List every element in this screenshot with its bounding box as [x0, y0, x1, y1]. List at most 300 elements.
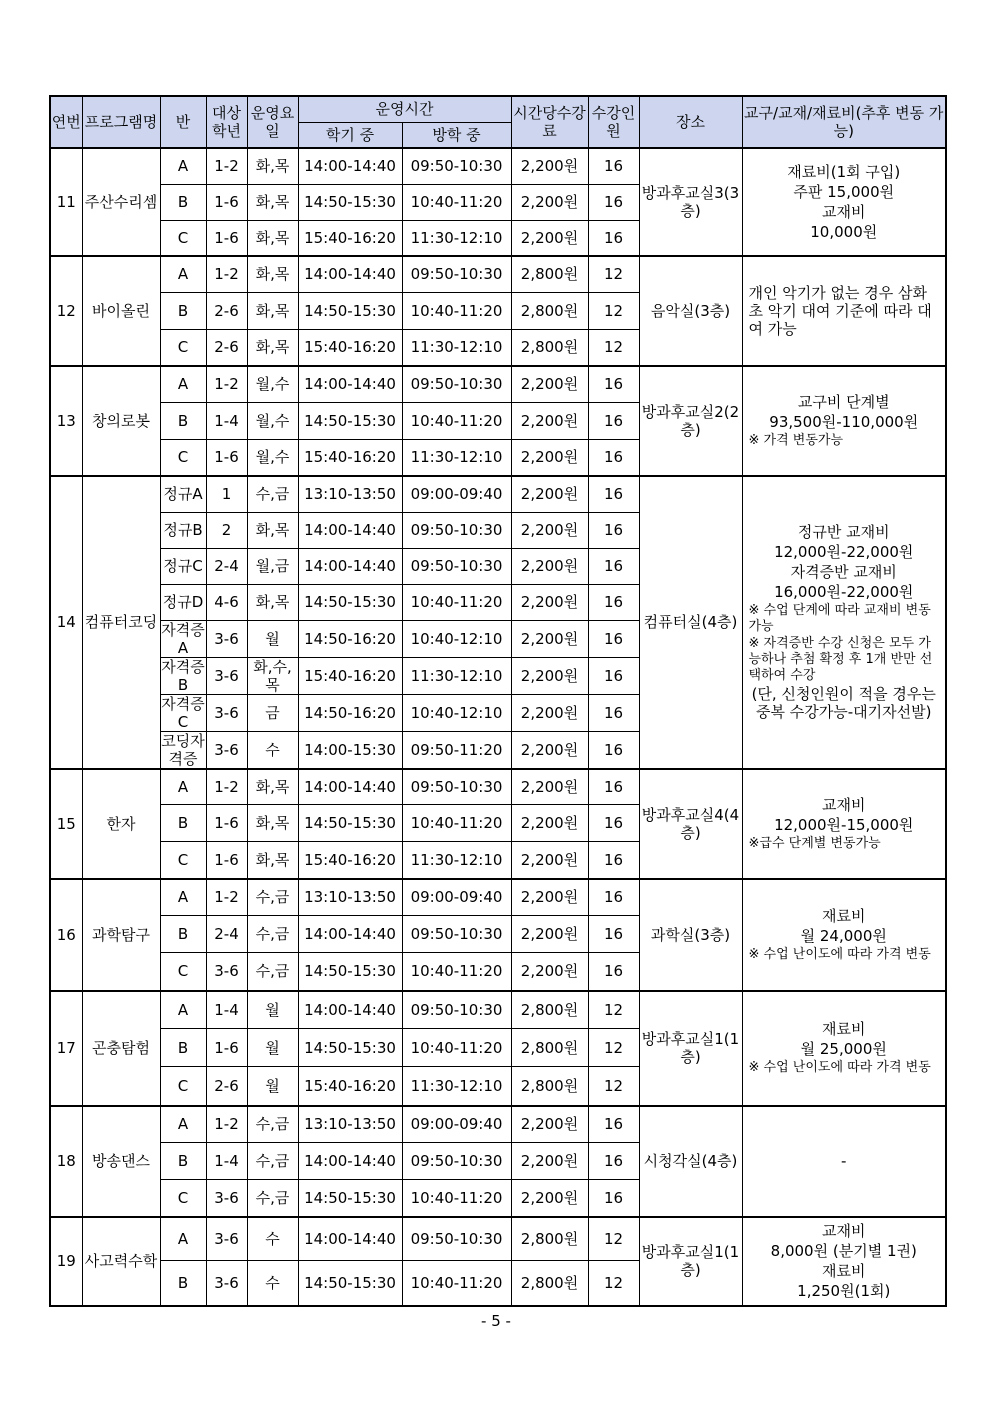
days-cell: 월,수 [247, 402, 298, 439]
capacity-cell: 16 [588, 769, 639, 805]
fee-cell: 2,200원 [511, 731, 588, 769]
vacation-time-cell: 09:50-10:30 [402, 916, 511, 953]
grade-cell: 3-6 [206, 953, 247, 991]
vacation-time-cell: 09:50-10:30 [402, 1217, 511, 1261]
header-vacation: 방학 중 [402, 122, 511, 148]
fee-cell: 2,800원 [511, 256, 588, 292]
table-header [50, 96, 946, 148]
grade-cell: 1-4 [206, 991, 247, 1029]
days-cell: 수,금 [247, 476, 298, 512]
materials-note-line: (단, 신청인원이 적을 경우는 중복 수강가능-대기자선발) [751, 685, 936, 722]
grade-cell: 1-6 [206, 184, 247, 220]
days-cell: 화,목 [247, 584, 298, 620]
class-cell: A [160, 1106, 206, 1143]
semester-time-cell: 14:00-15:30 [298, 731, 402, 769]
days-cell: 화,수,목 [247, 657, 298, 694]
grade-cell: 3-6 [206, 694, 247, 731]
capacity-cell: 16 [588, 620, 639, 657]
semester-time-cell: 14:00-14:40 [298, 1217, 402, 1261]
semester-time-cell: 14:00-14:40 [298, 991, 402, 1029]
semester-time-cell: 14:00-14:40 [298, 256, 402, 292]
vacation-time-cell: 11:30-12:10 [402, 842, 511, 879]
semester-time-cell: 14:50-15:30 [298, 292, 402, 329]
class-cell: 정규C [160, 548, 206, 584]
grade-cell: 3-6 [206, 1217, 247, 1261]
grade-cell: 1-4 [206, 1143, 247, 1180]
header-fee: 시간당수강료 [511, 96, 588, 148]
table-row [50, 148, 946, 184]
semester-time-cell: 14:50-15:30 [298, 184, 402, 220]
grade-cell: 1-2 [206, 879, 247, 916]
fee-cell: 2,800원 [511, 991, 588, 1029]
class-cell: B [160, 402, 206, 439]
program-name: 곤충탐험 [82, 991, 160, 1106]
days-cell: 화,목 [247, 256, 298, 292]
materials-note-line: 월 25,000원 [800, 1040, 887, 1059]
days-cell: 월,수 [247, 366, 298, 402]
fee-cell: 2,800원 [511, 292, 588, 329]
vacation-time-cell: 10:40-11:20 [402, 292, 511, 329]
class-cell: B [160, 1143, 206, 1180]
fee-cell: 2,200원 [511, 620, 588, 657]
materials-note-line: ※급수 단계별 변동가능 [748, 835, 881, 851]
materials-cell [742, 1217, 946, 1306]
class-cell: B [160, 1029, 206, 1067]
class-cell: 정규B [160, 512, 206, 548]
capacity-cell: 12 [588, 256, 639, 292]
class-cell: A [160, 256, 206, 292]
grade-cell: 1-2 [206, 366, 247, 402]
semester-time-cell: 14:50-15:30 [298, 953, 402, 991]
materials-note-line: 12,000원-22,000원 [774, 543, 914, 562]
class-cell: 자격증C [161, 694, 205, 731]
class-cell: C [160, 1180, 206, 1217]
semester-time-cell: 15:40-16:20 [298, 1067, 402, 1106]
table-row [50, 476, 946, 512]
materials-cell [742, 991, 946, 1106]
vacation-time-cell: 09:50-11:20 [402, 731, 511, 769]
program-name: 방송댄스 [82, 1106, 160, 1217]
semester-time-cell: 14:50-16:20 [298, 694, 402, 731]
vacation-time-cell: 10:40-11:20 [402, 1180, 511, 1217]
semester-time-cell: 14:00-14:40 [298, 1143, 402, 1180]
header-place: 장소 [639, 96, 742, 148]
fee-cell: 2,800원 [511, 1261, 588, 1306]
class-cell: B [160, 292, 206, 329]
grade-cell: 1-6 [206, 805, 247, 842]
semester-time-cell: 15:40-16:20 [298, 657, 402, 694]
days-cell: 화,목 [247, 220, 298, 256]
page-number: - 5 - [481, 1312, 511, 1330]
place-cell: 방과후교실1(1층) [639, 1217, 742, 1306]
capacity-cell: 16 [588, 548, 639, 584]
materials-note-line: 1,250원(1회) [797, 1282, 891, 1300]
days-cell: 수,금 [247, 1106, 298, 1143]
grade-cell: 1-2 [206, 1106, 247, 1143]
fee-cell: 2,200원 [511, 916, 588, 953]
fee-cell: 2,200원 [511, 657, 588, 694]
table-row [50, 879, 946, 916]
capacity-cell: 16 [588, 584, 639, 620]
capacity-cell: 16 [588, 1143, 639, 1180]
materials-note-line: 10,000원 [810, 223, 878, 241]
semester-time-cell: 15:40-16:20 [298, 220, 402, 256]
header-no: 연번 [50, 96, 82, 148]
materials-note-line: 16,000원-22,000원 [774, 583, 914, 602]
fee-cell: 2,200원 [511, 366, 588, 402]
program-number: 19 [50, 1217, 82, 1306]
days-cell: 화,목 [247, 148, 298, 184]
capacity-cell: 12 [588, 1067, 639, 1106]
vacation-time-cell: 09:50-10:30 [402, 148, 511, 184]
semester-time-cell: 14:50-15:30 [298, 1029, 402, 1067]
semester-time-cell: 13:10-13:50 [298, 879, 402, 916]
class-cell: A [160, 991, 206, 1029]
class-cell: 자격증B [161, 657, 205, 694]
semester-time-cell: 14:00-14:40 [298, 366, 402, 402]
grade-cell: 1-4 [206, 402, 247, 439]
class-cell: C [160, 329, 206, 366]
materials-note-line: ※ 수업 난이도에 따라 가격 변동 [748, 1060, 931, 1076]
class-cell: 코딩자격증 [161, 731, 205, 768]
table-row [50, 1217, 946, 1261]
capacity-cell: 16 [588, 805, 639, 842]
capacity-cell: 12 [588, 1217, 639, 1261]
vacation-time-cell: 11:30-12:10 [402, 220, 511, 256]
grade-cell: 2-6 [206, 1067, 247, 1106]
program-name: 과학탐구 [82, 879, 160, 991]
class-cell: A [160, 879, 206, 916]
place-cell: 시청각실(4층) [639, 1106, 742, 1217]
capacity-cell: 16 [588, 148, 639, 184]
fee-cell: 2,200원 [511, 184, 588, 220]
fee-cell: 2,800원 [511, 1217, 588, 1261]
vacation-time-cell: 10:40-11:20 [402, 1029, 511, 1067]
capacity-cell: 16 [588, 694, 639, 731]
grade-cell: 1-2 [206, 256, 247, 292]
capacity-cell: 16 [588, 657, 639, 694]
materials-note-line: ※ 자격증반 수강 신청은 모두 가능하나 추첨 확정 후 1개 반만 선택하여 수강 [748, 636, 933, 683]
capacity-cell: 16 [588, 879, 639, 916]
semester-time-cell: 13:10-13:50 [298, 1106, 402, 1143]
header-time: 운영시간 [298, 96, 511, 122]
program-name: 바이올린 [82, 256, 160, 366]
class-cell: B [160, 184, 206, 220]
fee-cell: 2,200원 [511, 842, 588, 879]
class-cell: B [160, 1261, 206, 1306]
materials-note-line: 개인 악기가 없는 경우 삼화초 악기 대여 기준에 따라 대여 가능 [748, 284, 932, 338]
grade-cell: 2-4 [206, 548, 247, 584]
materials-note-line: 12,000원-15,000원 [774, 815, 914, 834]
capacity-cell: 16 [588, 402, 639, 439]
semester-time-cell: 14:00-14:40 [298, 512, 402, 548]
vacation-time-cell: 09:00-09:40 [402, 476, 511, 512]
header-program: 프로그램명 [82, 96, 160, 148]
fee-cell: 2,800원 [511, 1067, 588, 1106]
semester-time-cell: 15:40-16:20 [298, 842, 402, 879]
class-cell: C [160, 953, 206, 991]
fee-cell: 2,200원 [511, 548, 588, 584]
program-name: 사고력수학 [82, 1217, 160, 1306]
fee-cell: 2,200원 [511, 769, 588, 805]
days-cell: 수,금 [247, 1180, 298, 1217]
header-materials: 교구/교재/재료비(추후 변동 가능) [742, 96, 946, 148]
semester-time-cell: 15:40-16:20 [298, 439, 402, 476]
materials-note-line: 재료비(1회 구입) [787, 163, 901, 181]
semester-time-cell: 14:50-15:30 [298, 584, 402, 620]
grade-cell: 1 [206, 476, 247, 512]
days-cell: 월,수 [247, 439, 298, 476]
fee-cell: 2,200원 [511, 879, 588, 916]
materials-cell [742, 476, 946, 769]
header-class: 반 [160, 96, 206, 148]
class-cell: C [160, 439, 206, 476]
place-cell: 과학실(3층) [639, 879, 742, 991]
table-row [50, 991, 946, 1029]
fee-cell: 2,200원 [511, 220, 588, 256]
capacity-cell: 16 [588, 220, 639, 256]
vacation-time-cell: 11:30-12:10 [402, 1067, 511, 1106]
program-number: 13 [50, 366, 82, 476]
days-cell: 월,금 [247, 548, 298, 584]
vacation-time-cell: 10:40-12:10 [402, 694, 511, 731]
place-cell: 컴퓨터실(4층) [639, 476, 742, 769]
class-cell: C [160, 842, 206, 879]
vacation-time-cell: 11:30-12:10 [402, 439, 511, 476]
capacity-cell: 16 [588, 1180, 639, 1217]
table-row [50, 256, 946, 292]
capacity-cell: 16 [588, 512, 639, 548]
materials-note-line: ※ 가격 변동가능 [748, 433, 844, 449]
days-cell: 수,금 [247, 916, 298, 953]
class-cell: C [160, 1067, 206, 1106]
semester-time-cell: 13:10-13:50 [298, 476, 402, 512]
program-number: 15 [50, 769, 82, 879]
vacation-time-cell: 10:40-11:20 [402, 184, 511, 220]
vacation-time-cell: 09:50-10:30 [402, 256, 511, 292]
fee-cell: 2,800원 [511, 329, 588, 366]
materials-note-line: 재료비 [822, 1020, 866, 1039]
days-cell: 화,목 [247, 329, 298, 366]
place-cell: 음악실(3층) [639, 256, 742, 366]
materials-note-line: 정규반 교재비 [797, 523, 890, 542]
grade-cell: 1-6 [206, 842, 247, 879]
place-cell: 방과후교실4(4층) [639, 769, 742, 879]
grade-cell: 3-6 [206, 620, 247, 657]
materials-cell [742, 769, 946, 879]
header-days: 운영요일 [247, 96, 298, 148]
capacity-cell: 16 [588, 731, 639, 769]
days-cell: 월 [247, 991, 298, 1029]
semester-time-cell: 14:00-14:40 [298, 148, 402, 184]
grade-cell: 2 [206, 512, 247, 548]
table-row [50, 366, 946, 402]
grade-cell: 4-6 [206, 584, 247, 620]
materials-cell [742, 879, 946, 991]
grade-cell: 1-2 [206, 148, 247, 184]
semester-time-cell: 14:00-14:40 [298, 548, 402, 584]
program-number: 14 [50, 476, 82, 769]
days-cell: 화,목 [247, 769, 298, 805]
class-cell: C [160, 220, 206, 256]
materials-note-line: - [841, 1152, 847, 1170]
materials-cell [742, 148, 946, 256]
grade-cell: 3-6 [206, 1261, 247, 1306]
materials-note-line: ※ 수업 단계에 따라 교재비 변동 가능 [748, 603, 931, 634]
semester-time-cell: 14:00-14:40 [298, 769, 402, 805]
semester-time-cell: 14:50-15:30 [298, 805, 402, 842]
vacation-time-cell: 09:50-10:30 [402, 366, 511, 402]
program-number: 17 [50, 991, 82, 1106]
materials-note-line: 월 24,000원 [800, 926, 887, 945]
semester-time-cell: 15:40-16:20 [298, 329, 402, 366]
grade-cell: 1-6 [206, 439, 247, 476]
semester-time-cell: 14:50-15:30 [298, 402, 402, 439]
program-name: 한자 [82, 769, 160, 879]
vacation-time-cell: 09:50-10:30 [402, 1143, 511, 1180]
vacation-time-cell: 09:00-09:40 [402, 879, 511, 916]
grade-cell: 2-6 [206, 329, 247, 366]
vacation-time-cell: 09:00-09:40 [402, 1106, 511, 1143]
capacity-cell: 16 [588, 916, 639, 953]
days-cell: 화,목 [247, 805, 298, 842]
table-body [50, 148, 946, 1306]
grade-cell: 1-6 [206, 1029, 247, 1067]
capacity-cell: 16 [588, 1106, 639, 1143]
capacity-cell: 12 [588, 329, 639, 366]
fee-cell: 2,200원 [511, 1106, 588, 1143]
class-cell: 정규A [160, 476, 206, 512]
program-number: 18 [50, 1106, 82, 1217]
vacation-time-cell: 10:40-11:20 [402, 953, 511, 991]
fee-cell: 2,200원 [511, 148, 588, 184]
vacation-time-cell: 11:30-12:10 [402, 329, 511, 366]
place-cell: 방과후교실3(3층) [639, 148, 742, 256]
materials-note-line: 교재비 [822, 1222, 866, 1240]
days-cell: 수 [247, 731, 298, 769]
fee-cell: 2,200원 [511, 439, 588, 476]
materials-note-line: 93,500원-110,000원 [769, 413, 919, 432]
class-cell: A [160, 366, 206, 402]
fee-cell: 2,200원 [511, 1143, 588, 1180]
program-name: 컴퓨터코딩 [82, 476, 160, 769]
capacity-cell: 16 [588, 953, 639, 991]
days-cell: 수,금 [247, 1143, 298, 1180]
grade-cell: 2-6 [206, 292, 247, 329]
fee-cell: 2,200원 [511, 1180, 588, 1217]
days-cell: 수 [247, 1217, 298, 1261]
vacation-time-cell: 09:50-10:30 [402, 991, 511, 1029]
materials-cell [742, 366, 946, 476]
header-capacity: 수강인원 [588, 96, 639, 148]
vacation-time-cell: 09:50-10:30 [402, 769, 511, 805]
place-cell: 방과후교실2(2층) [639, 366, 742, 476]
days-cell: 화,목 [247, 842, 298, 879]
program-schedule-table [49, 95, 947, 1307]
header-semester: 학기 중 [298, 122, 402, 148]
fee-cell: 2,200원 [511, 584, 588, 620]
grade-cell: 3-6 [206, 731, 247, 769]
semester-time-cell: 14:50-16:20 [298, 620, 402, 657]
days-cell: 화,목 [247, 512, 298, 548]
capacity-cell: 12 [588, 292, 639, 329]
days-cell: 월 [247, 1029, 298, 1067]
vacation-time-cell: 10:40-11:20 [402, 1261, 511, 1306]
vacation-time-cell: 09:50-10:30 [402, 548, 511, 584]
days-cell: 화,목 [247, 292, 298, 329]
fee-cell: 2,200원 [511, 953, 588, 991]
days-cell: 수,금 [247, 879, 298, 916]
fee-cell: 2,200원 [511, 694, 588, 731]
capacity-cell: 12 [588, 991, 639, 1029]
materials-note-line: 교재비 [822, 203, 866, 221]
vacation-time-cell: 09:50-10:30 [402, 512, 511, 548]
semester-time-cell: 14:50-15:30 [298, 1261, 402, 1306]
days-cell: 월 [247, 620, 298, 657]
days-cell: 금 [247, 694, 298, 731]
grade-cell: 1-6 [206, 220, 247, 256]
capacity-cell: 12 [588, 1261, 639, 1306]
program-name: 주산수리셈 [82, 148, 160, 256]
class-cell: 자격증A [161, 620, 205, 657]
days-cell: 월 [247, 1067, 298, 1106]
fee-cell: 2,200원 [511, 402, 588, 439]
semester-time-cell: 14:50-15:30 [298, 1180, 402, 1217]
materials-note-line: 주판 15,000원 [793, 183, 895, 201]
grade-cell: 2-4 [206, 916, 247, 953]
capacity-cell: 16 [588, 476, 639, 512]
grade-cell: 3-6 [206, 657, 247, 694]
capacity-cell: 16 [588, 366, 639, 402]
grade-cell: 1-2 [206, 769, 247, 805]
table-row [50, 1106, 946, 1143]
vacation-time-cell: 10:40-11:20 [402, 402, 511, 439]
materials-cell [742, 256, 946, 366]
program-number: 12 [50, 256, 82, 366]
program-number: 11 [50, 148, 82, 256]
class-cell: 정규D [160, 584, 206, 620]
fee-cell: 2,200원 [511, 805, 588, 842]
vacation-time-cell: 10:40-11:20 [402, 584, 511, 620]
materials-note-line: 교구비 단계별 [797, 393, 890, 412]
materials-note-line: 교재비 [822, 795, 866, 814]
class-cell: A [160, 1217, 206, 1261]
capacity-cell: 16 [588, 184, 639, 220]
capacity-cell: 16 [588, 439, 639, 476]
semester-time-cell: 14:00-14:40 [298, 916, 402, 953]
materials-note-line: 재료비 [822, 906, 866, 925]
materials-note-line: 자격증반 교재비 [790, 563, 897, 582]
program-number: 16 [50, 879, 82, 991]
materials-cell [742, 1106, 946, 1217]
materials-note-line: 재료비 [822, 1262, 866, 1280]
class-cell: B [160, 916, 206, 953]
days-cell: 수,금 [247, 953, 298, 991]
vacation-time-cell: 10:40-12:10 [402, 620, 511, 657]
materials-note-line: ※ 수업 난이도에 따라 가격 변동 [748, 946, 931, 962]
capacity-cell: 12 [588, 1029, 639, 1067]
vacation-time-cell: 11:30-12:10 [402, 657, 511, 694]
program-name: 창의로봇 [82, 366, 160, 476]
class-cell: B [160, 805, 206, 842]
class-cell: A [160, 769, 206, 805]
capacity-cell: 16 [588, 842, 639, 879]
vacation-time-cell: 10:40-11:20 [402, 805, 511, 842]
place-cell: 방과후교실1(1층) [639, 991, 742, 1106]
materials-note-line: 8,000원 (분기별 1권) [770, 1242, 917, 1260]
fee-cell: 2,200원 [511, 512, 588, 548]
days-cell: 수 [247, 1261, 298, 1306]
